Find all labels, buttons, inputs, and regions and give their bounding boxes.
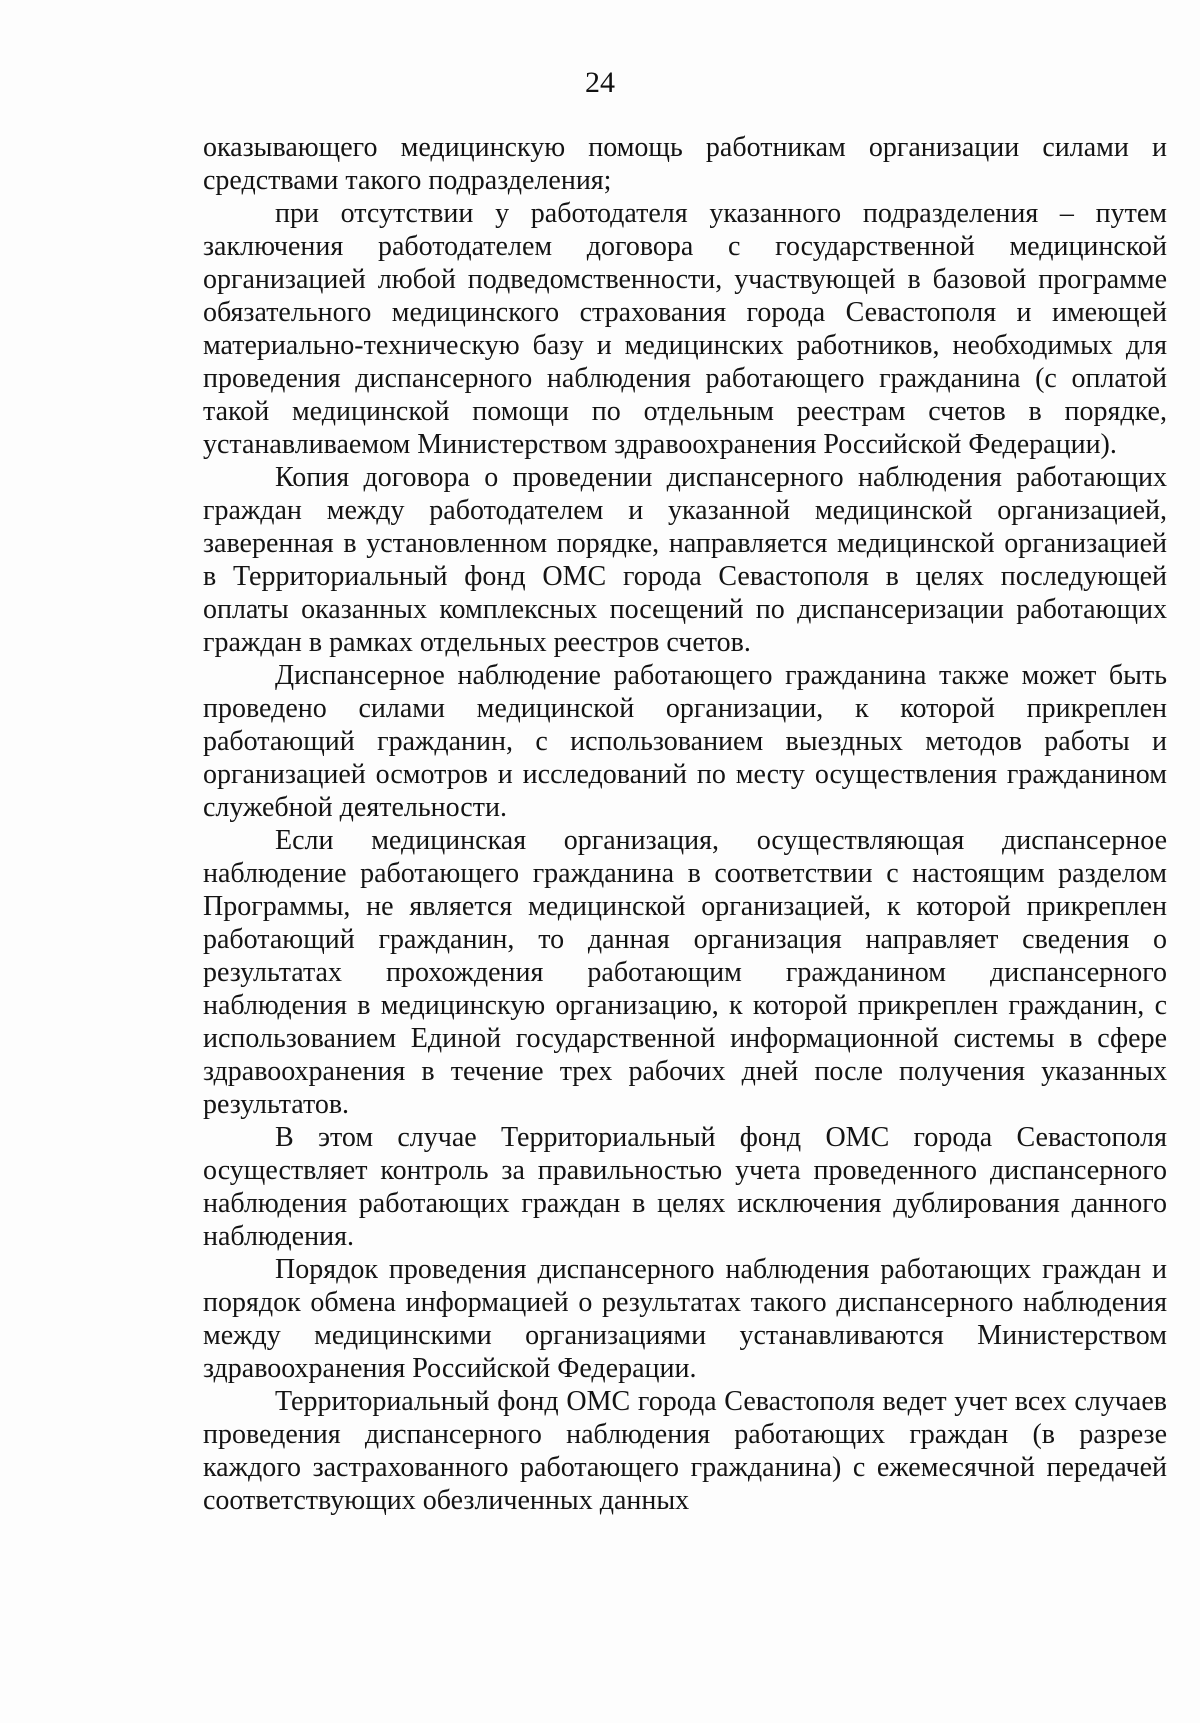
paragraph: Копия договора о проведении диспансерного наблюдения работающих граждан между работодателем и указанной медицинской организацией, заверенная в установленном порядке, направляется медицинской организацией в Территориальный фонд ОМС города Севастополя в целях последующей оплаты оказанных комплексных посещений по диспансеризации работающих граждан в рамках отдельных реестров счетов. <box>203 462 1167 658</box>
paragraph-continuation: оказывающего медицинскую помощь работникам организации силами и средствами такого подразделения; <box>203 132 1167 196</box>
paragraph: при отсутствии у работодателя указанного подразделения – путем заключения работодателем договора с государственной медицинской организацией любой подведомственности, участвующей в базовой программе обязательного медицинского страхования города Севастополя и имеющей материально-техническую базу и медицинских работников, необходимых для проведения диспансерного наблюдения работающего гражданина (с оплатой такой медицинской помощи по отдельным реестрам счетов в порядке, устанавливаемом Министерством здравоохранения Российской Федерации). <box>203 198 1167 460</box>
paragraph: Порядок проведения диспансерного наблюдения работающих граждан и порядок обмена информацией о результатах такого диспансерного наблюдения между медицинскими организациями устанавливаются Министерством здравоохранения Российской Федерации. <box>203 1254 1167 1384</box>
paragraph: В этом случае Территориальный фонд ОМС города Севастополя осуществляет контроль за правильностью учета проведенного диспансерного наблюдения работающих граждан в целях исключения дублирования данного наблюдения. <box>203 1122 1167 1252</box>
paragraph: Если медицинская организация, осуществляющая диспансерное наблюдение работающего гражданина в соответствии с настоящим разделом Программы, не является медицинской организацией, к которой прикреплен работающий гражданин, то данная организация направляет сведения о результатах прохождения работающим гражданином диспансерного наблюдения в медицинскую организацию, к которой прикреплен гражданин, с использованием Единой государственной информационной системы в сфере здравоохранения в течение трех рабочих дней после получения указанных результатов. <box>203 825 1167 1120</box>
document-body <box>203 131 1167 1517</box>
paragraph: Территориальный фонд ОМС города Севастополя ведет учет всех случаев проведения диспансерного наблюдения работающих граждан (в разрезе каждого застрахованного работающего гражданина) с ежемесячной передачей соответствующих обезличенных данных <box>203 1386 1167 1516</box>
paragraph: Диспансерное наблюдение работающего гражданина также может быть проведено силами медицинской организации, к которой прикреплен работающий гражданин, с использованием выездных методов работы и организацией осмотров и исследований по месту осуществления гражданином служебной деятельности. <box>203 660 1167 823</box>
page-number: 24 <box>585 66 615 99</box>
